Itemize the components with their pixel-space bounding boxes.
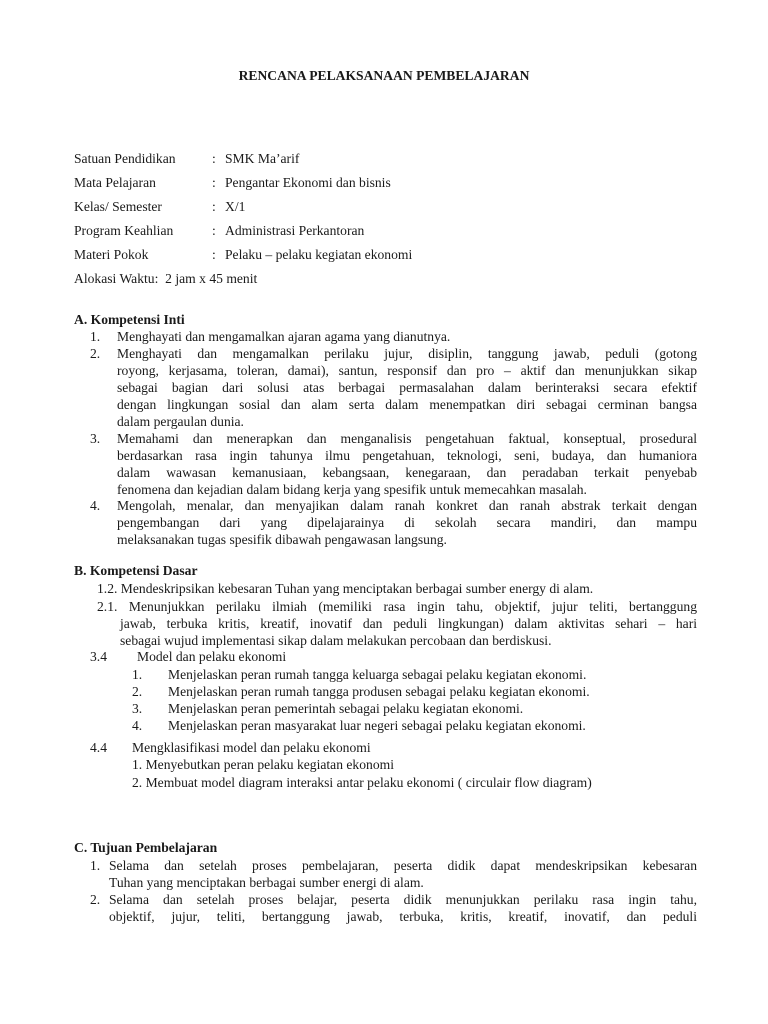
list-number: 1. <box>132 667 143 682</box>
kd-item-2-1-cont <box>120 615 697 649</box>
identity-value: SMK Ma’arif <box>225 151 300 166</box>
list-number: 4. <box>132 718 143 733</box>
identity-label: Kelas/ Semester <box>74 199 162 214</box>
kd-title: Model dan pelaku ekonomi <box>137 649 287 664</box>
list-item-line: melaksanakan tugas spesifik dibawah pengawasan langsung. <box>117 532 447 547</box>
identity-label: Satuan Pendidikan <box>74 151 176 166</box>
list-item-line: Tuhan yang menciptakan berbagai sumber energi di alam. <box>109 875 424 890</box>
list-item-line: dalam wawasan kemanusiaan, kebangsaan, kenegaraan, dan peradaban terkait penyebab <box>117 465 697 480</box>
kd-item-1-2: 1.2. Mendeskripsikan kebesaran Tuhan yang menciptakan berbagai sumber energy di alam. <box>97 581 594 596</box>
section-heading: A. Kompetensi Inti <box>74 312 185 327</box>
list-item <box>117 345 697 430</box>
list-item <box>117 497 697 548</box>
kd-line: sebagai wujud implementasi sikap dalam melakukan percobaan dan berdiskusi. <box>120 633 552 648</box>
list-item: Menjelaskan peran pemerintah sebagai pelaku kegiatan ekonomi. <box>168 701 524 716</box>
list-item <box>117 430 697 498</box>
kd-line: jawab, terbuka kritis, kreatif, inovatif dan peduli lingkungan) dalam aktivitas sehari – hari <box>120 616 697 631</box>
identity-colon: : <box>212 199 216 214</box>
list-item: 1. Menyebutkan peran pelaku kegiatan ekonomi <box>132 757 394 772</box>
identity-colon: : <box>212 247 216 262</box>
list-number: 3. <box>132 701 143 716</box>
list-item-line: fenomena dan kejadian dalam bidang kerja yang spesifik untuk memecahkan masalah. <box>117 482 587 497</box>
list-item-line: Menghayati dan mengamalkan ajaran agama yang dianutnya. <box>117 329 451 344</box>
list-item-line: royong, kerjasama, toleran, damai), santun, responsif dan pro – aktif dan menunjukkan sikap <box>117 363 697 378</box>
list-item <box>109 857 697 891</box>
list-number: 4. <box>90 498 101 513</box>
list-item: Menjelaskan peran rumah tangga keluarga sebagai pelaku kegiatan ekonomi. <box>168 667 587 682</box>
list-item-line: Selama dan setelah proses belajar, peserta didik menunjukkan perilaku rasa ingin tahu, <box>109 892 697 907</box>
alokasi-waktu: Alokasi Waktu: 2 jam x 45 menit <box>74 271 258 286</box>
list-item-line: Memahami dan menerapkan dan menganalisis pengetahuan faktual, konseptual, prosedural <box>117 431 697 446</box>
list-item: 2. Membuat model diagram interaksi antar pelaku ekonomi ( circulair flow diagram) <box>132 775 592 790</box>
list-item: Menjelaskan peran rumah tangga produsen sebagai pelaku kegiatan ekonomi. <box>168 684 590 699</box>
identity-value: X/1 <box>225 199 246 214</box>
list-number: 1. <box>90 858 101 873</box>
kd-item-2-1 <box>97 598 697 615</box>
list-number: 2. <box>132 684 143 699</box>
list-item <box>117 328 697 345</box>
identity-value: Administrasi Perkantoran <box>225 223 365 238</box>
list-item-line: berdasarkan rasa ingin tahunya ilmu pengetahuan, teknologi, seni, budaya, dan humaniora <box>117 448 697 463</box>
identity-colon: : <box>212 223 216 238</box>
identity-value: Pengantar Ekonomi dan bisnis <box>225 175 391 190</box>
identity-value: Pelaku – pelaku kegiatan ekonomi <box>225 247 413 262</box>
list-item-line: objektif, jujur, teliti, bertanggung jawab, terbuka, kritis, kreatif, inovatif, dan peduli <box>109 909 697 924</box>
section-heading: C. Tujuan Pembelajaran <box>74 840 218 855</box>
list-item-line: dalam pergaulan dunia. <box>117 414 244 429</box>
list-item <box>109 891 697 925</box>
list-item-line: Menghayati dan mengamalkan perilaku jujur, disiplin, tanggung jawab, peduli (gotong <box>117 346 697 361</box>
kd-number: 3.4 <box>90 649 107 664</box>
list-number: 2. <box>90 892 101 907</box>
identity-colon: : <box>212 151 216 166</box>
list-number: 3. <box>90 431 101 446</box>
kd-line: 2.1. Menunjukkan perilaku ilmiah (memiliki rasa ingin tahu, objektif, jujur teliti, bertanggung <box>97 599 697 614</box>
list-item-line: pengembangan dari yang dipelajarainya di sekolah secara mandiri, dan mampu <box>117 515 697 530</box>
list-item-line: dengan lingkungan sosial dan alam serta dalam menempatkan diri sebagai cerminan bangsa <box>117 397 697 412</box>
identity-colon: : <box>212 175 216 190</box>
identity-label: Mata Pelajaran <box>74 175 156 190</box>
document-title: RENCANA PELAKSANAAN PEMBELAJARAN <box>238 68 530 83</box>
list-number: 1. <box>90 329 101 344</box>
section-heading: B. Kompetensi Dasar <box>74 563 198 578</box>
list-number: 2. <box>90 346 101 361</box>
kd-number: 4.4 <box>90 740 107 755</box>
kd-title: Mengklasifikasi model dan pelaku ekonomi <box>132 740 371 755</box>
list-item-line: sebagai bagian dari solusi atas berbagai permasalahan dalam berinteraksi secara efektif <box>117 380 697 395</box>
list-item: Menjelaskan peran masyarakat luar negeri sebagai pelaku kegiatan ekonomi. <box>168 718 586 733</box>
list-item-line: Selama dan setelah proses pembelajaran, peserta didik dapat mendeskripsikan kebesaran <box>109 858 697 873</box>
list-item-line: Mengolah, menalar, dan menyajikan dalam ranah konkret dan ranah abstrak terkait dengan <box>117 498 697 513</box>
identity-label: Program Keahlian <box>74 223 174 238</box>
identity-label: Materi Pokok <box>74 247 149 262</box>
